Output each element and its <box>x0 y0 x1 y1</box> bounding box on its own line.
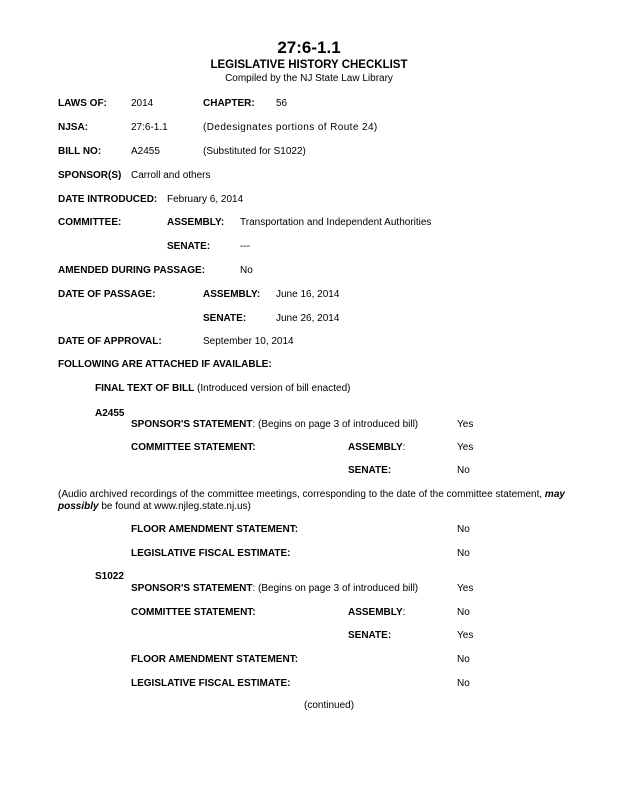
audio-note-part1: (Audio archived recordings of the committee meetings, corresponding to the date of the committee statement, <box>58 489 545 500</box>
final-text-note: (Introduced version of bill enacted) <box>197 383 351 394</box>
committee-senate-value: --- <box>240 241 250 252</box>
committee-label: COMMITTEE: <box>58 217 122 228</box>
audio-note-part2: be found at www.njleg.state.nj.us) <box>98 501 251 512</box>
committee-senate-label: SENATE: <box>167 241 211 252</box>
bill-no-label: BILL NO: <box>58 146 102 157</box>
s1022-assembly-value: No <box>457 607 470 618</box>
s1022-committee-statement-label: COMMITTEE STATEMENT: <box>131 607 256 618</box>
continued-note: (continued) <box>304 700 355 711</box>
attached-heading: FOLLOWING ARE ATTACHED IF AVAILABLE: <box>58 359 272 370</box>
s1022-floor-value: No <box>457 654 470 665</box>
s1022-sponsor-statement <box>131 583 418 594</box>
date-introduced-value: February 6, 2014 <box>167 194 244 205</box>
njsa-label: NJSA: <box>58 122 89 133</box>
a2455-sponsor-statement-note: : (Begins on page 3 of introduced bill) <box>252 419 419 430</box>
final-text-label: FINAL TEXT OF BILL <box>95 383 195 394</box>
committee-assembly-value: Transportation and Independent Authorities <box>240 217 432 228</box>
audio-archive-note <box>58 489 578 513</box>
a2455-sponsor-statement-value: Yes <box>457 419 474 430</box>
s1022-senate-value: Yes <box>457 630 474 641</box>
audio-note-emphasis: may possibly <box>58 489 565 512</box>
sponsors-label: SPONSOR(S) <box>58 170 122 181</box>
s1022-fiscal-value: No <box>457 678 470 689</box>
laws-of-value: 2014 <box>131 98 154 109</box>
passage-assembly-label: ASSEMBLY: <box>203 289 261 300</box>
chapter-label: CHAPTER: <box>203 98 255 109</box>
s1022-sponsor-statement-value: Yes <box>457 583 474 594</box>
passage-assembly-value: June 16, 2014 <box>276 289 340 300</box>
s1022-floor-label: FLOOR AMENDMENT STATEMENT: <box>131 654 299 665</box>
a2455-sponsor-statement-label: SPONSOR'S STATEMENT <box>131 419 253 430</box>
s1022-assembly-label: ASSEMBLY <box>348 607 403 618</box>
date-of-approval-value: September 10, 2014 <box>203 336 294 347</box>
a2455-fiscal-value: No <box>457 548 470 559</box>
date-introduced-label: DATE INTRODUCED: <box>58 194 158 205</box>
bill-no-value: A2455 <box>131 146 160 157</box>
a2455-assembly-label: ASSEMBLY <box>348 442 403 453</box>
laws-of-label: LAWS OF: <box>58 98 107 109</box>
njsa-note: (Dedesignates portions of Route 24) <box>203 122 378 133</box>
passage-senate-value: June 26, 2014 <box>276 313 340 324</box>
amended-value: No <box>240 265 253 276</box>
a2455-senate-label: SENATE: <box>348 465 392 476</box>
a2455-committee-statement-label: COMMITTEE STATEMENT: <box>131 442 256 453</box>
a2455-floor-label: FLOOR AMENDMENT STATEMENT: <box>131 524 299 535</box>
chapter-value: 56 <box>276 98 288 109</box>
a2455-senate-value: No <box>457 465 470 476</box>
a2455-assembly-value: Yes <box>457 442 474 453</box>
a2455-assembly: ASSEMBLY: <box>348 442 406 453</box>
s1022-fiscal-label: LEGISLATIVE FISCAL ESTIMATE: <box>131 678 291 689</box>
s1022-sponsor-statement-note: : (Begins on page 3 of introduced bill) <box>252 583 419 594</box>
a2455-floor-value: No <box>457 524 470 535</box>
committee-assembly-label: ASSEMBLY: <box>167 217 225 228</box>
njsa-value: 27:6-1.1 <box>131 122 168 133</box>
date-of-passage-label: DATE OF PASSAGE: <box>58 289 156 300</box>
sponsors-value: Carroll and others <box>131 170 211 181</box>
bill-s1022-id: S1022 <box>95 571 124 582</box>
final-text-line <box>95 383 350 394</box>
a2455-fiscal-label: LEGISLATIVE FISCAL ESTIMATE: <box>131 548 291 559</box>
compiled-by: Compiled by the NJ State Law Library <box>225 73 393 84</box>
statute-number: 27:6-1.1 <box>277 38 341 57</box>
passage-senate-label: SENATE: <box>203 313 247 324</box>
date-of-approval-label: DATE OF APPROVAL: <box>58 336 162 347</box>
bill-a2455-id: A2455 <box>95 408 125 419</box>
bill-no-note: (Substituted for S1022) <box>203 146 306 157</box>
s1022-senate-label: SENATE: <box>348 630 392 641</box>
amended-label: AMENDED DURING PASSAGE: <box>58 265 206 276</box>
a2455-sponsor-statement <box>131 419 418 430</box>
document-title: LEGISLATIVE HISTORY CHECKLIST <box>210 59 408 71</box>
s1022-sponsor-statement-label: SPONSOR'S STATEMENT <box>131 583 253 594</box>
s1022-assembly: ASSEMBLY: <box>348 607 406 618</box>
